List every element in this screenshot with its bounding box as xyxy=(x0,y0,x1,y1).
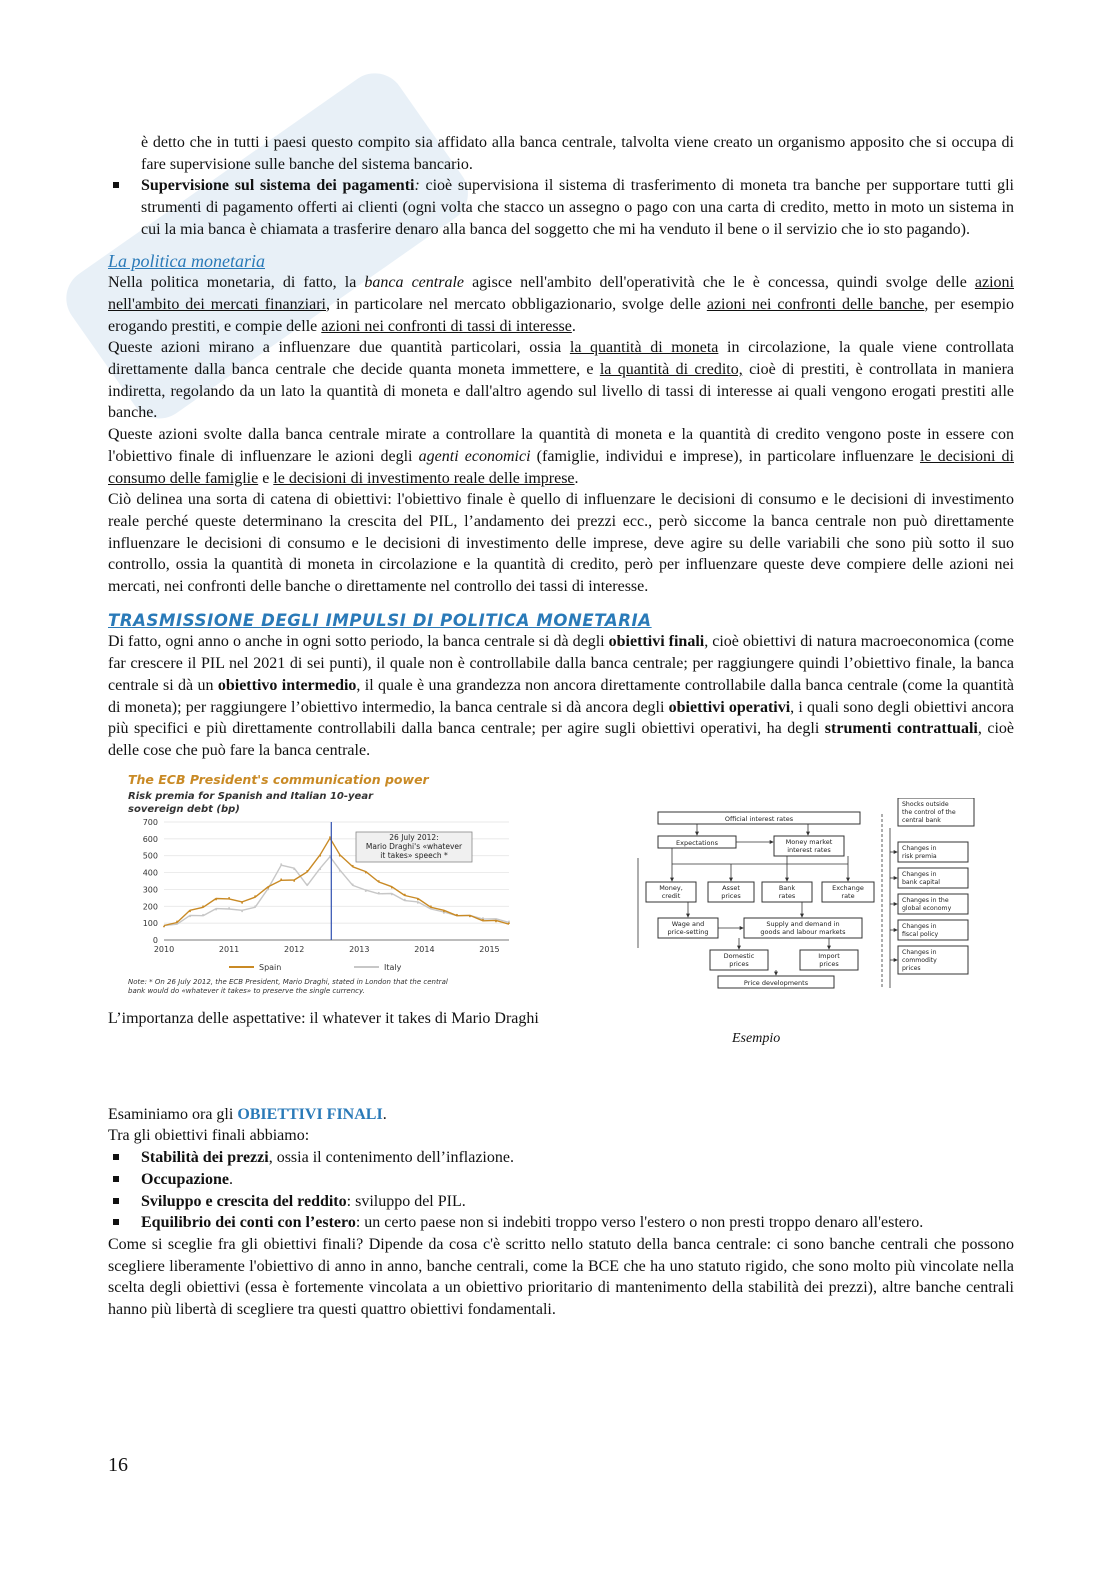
chart-note-1: Note: * On 26 July 2012, the ECB President, Mario Draghi, stated in London that the central xyxy=(128,977,448,986)
x-tick-label: 2014 xyxy=(414,944,435,954)
data-point-spain xyxy=(202,905,204,907)
data-point-italy xyxy=(508,920,510,922)
data-point-spain xyxy=(241,902,243,904)
diag-supply-2: goods and labour markets xyxy=(760,927,846,936)
y-tick-label: 100 xyxy=(142,918,158,928)
diag-money-market-2: interest rates xyxy=(787,845,831,854)
figures-row xyxy=(108,772,1014,1060)
data-point-italy xyxy=(404,898,406,900)
data-point-spain xyxy=(189,910,191,912)
data-point-italy xyxy=(319,868,321,870)
data-point-spain xyxy=(391,887,393,889)
paragraph-politica-1: Nella politica monetaria, di fatto, la banca centrale agisce nell'ambito dell'operatività che le è concessa, quindi svolge delle azioni nell'ambito dei mercati finanziari, in particolare nel mercato obbligazionario, svolge delle azioni nei confronti delle banche, per esempio erogando prestiti, e compie delle azioni nei confronti di tassi di interesse. xyxy=(108,274,1015,335)
diag-price-dev: Price developments xyxy=(743,978,809,987)
data-point-spain xyxy=(176,920,178,922)
data-point-spain xyxy=(280,878,282,880)
chart-title: The ECB President's communication power xyxy=(128,771,429,787)
y-tick-label: 600 xyxy=(142,834,158,844)
diag-money-1: Money, xyxy=(659,883,683,892)
diag-commodity-2: commodity xyxy=(902,956,937,964)
data-point-italy xyxy=(254,905,256,907)
page-content xyxy=(108,132,1014,1321)
x-tick-label: 2015 xyxy=(479,944,500,954)
diag-shocks-1: Shocks outside xyxy=(902,800,949,808)
annotation-line-2: Mario Draghi's «whatever xyxy=(365,841,463,851)
paragraph-final-goals-list-intro: Tra gli obiettivi finali abbiamo: xyxy=(108,1127,310,1145)
diag-global-1: Changes in the xyxy=(902,896,949,904)
paragraph-politica-4: Ciò delinea una sorta di catena di obiettivi: l'obiettivo finale è quello di influenzare le decisioni di consumo e le decisioni di investimento reale perché queste determinano la crescita del PIL, l’andamento dei prezzi ecc., però siccome la banca centrale non può direttamente influenzare le decisioni di consumo e le decisioni di investimento delle imprese, deve agire su delle variabili che sono più sotto il suo controllo, ossia la quantità di moneta in circolazione e la quantità di credito, però per influenzare queste deve compiere delle azioni nei mercati, nei confronti delle banche o direttamente nel controllo dei tassi di interesse. xyxy=(108,491,1014,596)
diag-domestic-2: prices xyxy=(729,959,749,968)
transmission-diagram xyxy=(632,798,982,996)
x-tick-label: 2010 xyxy=(153,944,175,954)
y-tick-label: 300 xyxy=(142,885,158,895)
diag-official-rates: Official interest rates xyxy=(724,814,794,823)
heading-trasmissione: TRASMISSIONE DEGLI IMPULSI DI POLITICA MONETARIA xyxy=(108,610,652,630)
diag-asset-2: prices xyxy=(721,891,741,900)
data-point-spain xyxy=(339,855,341,857)
diag-money-market-1: Money market xyxy=(785,837,833,846)
data-point-italy xyxy=(228,907,230,909)
paragraph-final-goals-intro: Esaminiamo ora gli OBIETTIVI FINALI. xyxy=(108,1105,387,1123)
chart-caption: L’importanza delle aspettative: il whatever it takes di Mario Draghi xyxy=(108,1009,539,1027)
diag-commodity-1: Changes in xyxy=(902,948,937,956)
data-point-spain xyxy=(163,925,165,927)
diagram-caption: Esempio xyxy=(732,1030,781,1046)
data-point-spain xyxy=(306,870,308,872)
chart-note-2: bank would do «whatever it takes» to preserve the single currency. xyxy=(128,986,365,995)
diag-exchange-2: rate xyxy=(841,891,855,900)
data-point-spain xyxy=(254,895,256,897)
data-point-italy xyxy=(202,914,204,916)
ecb-chart xyxy=(124,772,524,1004)
data-point-spain xyxy=(404,893,406,895)
data-point-italy xyxy=(306,883,308,885)
diag-shocks-3: central bank xyxy=(902,816,941,824)
diag-exchange-1: Exchange xyxy=(832,883,864,892)
y-tick-label: 400 xyxy=(142,868,158,878)
annotation-line-1: 26 July 2012: xyxy=(389,832,439,842)
list-item: Equilibrio dei conti con l’estero: un certo paese non si indebiti troppo verso l'estero o non presti troppo denaro all'estero. xyxy=(108,1212,1014,1234)
chart-subtitle-1: Risk premia for Spanish and Italian 10-year xyxy=(128,790,374,802)
diag-fiscal-1: Changes in xyxy=(902,922,937,930)
data-point-spain xyxy=(378,880,380,882)
diag-bank-2: rates xyxy=(778,891,796,900)
data-point-italy xyxy=(280,863,282,865)
paragraph-politica-2: Queste azioni mirano a influenzare due quantità particolari, ossia la quantità di moneta in circolazione, la quale viene controllata direttamente dalla banca centrale che decide quanta moneta immettere, e la quantità di credito, cioè di prestiti, è controllata in maniera indiretta, regolando da un lato la quantità di moneta e dall'altro agendo sul livello di tassi di interesse ai quali vengono erogati prestiti alle banche. xyxy=(108,339,1015,422)
data-point-spain xyxy=(215,898,217,900)
data-point-italy xyxy=(339,870,341,872)
data-point-italy xyxy=(241,910,243,912)
data-point-italy xyxy=(443,912,445,914)
annotation-line-3: it takes» speech * xyxy=(380,850,448,860)
diag-domestic-1: Domestic xyxy=(723,951,755,960)
diag-import-1: Import xyxy=(818,951,840,960)
diag-risk-2: risk premia xyxy=(902,852,937,860)
data-point-spain xyxy=(352,865,354,867)
x-tick-label: 2011 xyxy=(218,944,240,954)
diag-supply-1: Supply and demand in xyxy=(766,919,840,928)
paragraph-continuation: è detto che in tutti i paesi questo compito sia affidato alla banca centrale, talvolta viene creato un organismo apposito che si occupa di fare supervisione sulle banche del sistema bancario. xyxy=(141,134,1014,173)
data-point-spain xyxy=(443,910,445,912)
y-tick-label: 0 xyxy=(152,935,158,945)
page-number: 16 xyxy=(108,1454,128,1476)
diag-expectations: Expectations xyxy=(675,838,719,847)
data-point-spain xyxy=(329,836,331,838)
data-point-spain xyxy=(365,871,367,873)
heading-politica-monetaria: La politica monetaria xyxy=(108,250,265,271)
data-point-italy xyxy=(391,893,393,895)
diag-commodity-3: prices xyxy=(902,964,921,972)
list-item: Stabilità dei prezzi, ossia il contenimento dell’inflazione. xyxy=(108,1147,1014,1169)
diag-shocks-2: the control of the xyxy=(902,808,956,816)
diag-wage-2: price-setting xyxy=(667,927,709,936)
data-point-spain xyxy=(456,914,458,916)
legend-spain-label: Spain xyxy=(259,962,282,972)
diag-capital-2: bank capital xyxy=(902,878,940,886)
list-item: Sviluppo e crescita del reddito: sviluppo del PIL. xyxy=(108,1191,1014,1213)
list-item: Supervisione sul sistema dei pagamenti: cioè supervisiona il sistema di trasferimento di moneta tra banche per supportare tutti gli strumenti di pagamento offerti ai clienti (ogni volta che stacco un assegno o pago con una carta di credito, metto in moto un sistema in cui la mia banca è chiamata a trasferire denaro alla banca del soggetto che mi ha venduto il bene o il servizio che io sto pagando). xyxy=(108,175,1014,240)
y-tick-label: 500 xyxy=(142,851,158,861)
paragraph-politica-3: Queste azioni svolte dalla banca centrale mirate a controllare la quantità di moneta e la quantità di credito vengono poste in essere con l'obiettivo finale di influenzare le azioni degli agenti economici (famiglie, individui e imprese), in particolare influenzare le decisioni di consumo delle famiglie e le decisioni di investimento reale delle imprese. xyxy=(108,426,1015,487)
data-point-italy xyxy=(293,868,295,870)
data-point-spain xyxy=(267,887,269,889)
data-point-spain xyxy=(293,880,295,882)
data-point-italy xyxy=(267,888,269,890)
data-point-spain xyxy=(319,855,321,857)
data-point-italy xyxy=(215,908,217,910)
data-point-spain xyxy=(508,922,510,924)
final-goals-list xyxy=(108,1147,1014,1234)
x-tick-label: 2012 xyxy=(284,944,305,954)
data-point-italy xyxy=(352,883,354,885)
diag-risk-1: Changes in xyxy=(902,844,937,852)
diag-bank-1: Bank xyxy=(778,883,796,892)
data-point-spain xyxy=(469,915,471,917)
data-point-italy xyxy=(189,915,191,917)
diag-wage-1: Wage and xyxy=(671,919,705,928)
x-tick-label: 2013 xyxy=(349,944,370,954)
diag-money-2: credit xyxy=(661,891,681,900)
paragraph-trasmissione: Di fatto, ogni anno o anche in ogni sotto periodo, la banca centrale si dà degli obiettivi finali, cioè obiettivi di natura macroeconomica (come far crescere il PIL nel 2021 di sei punti), il quale non è controllabile dalla banca centrale; per raggiungere quindi l’obiettivo finale, la banca centrale si dà un obiettivo intermedio, il quale è una grandezza non ancora direttamente controllabile dalla banca centrale (come la quantità di moneta); per raggiungere l’obiettivo intermedio, la banca centrale si dà ancora degli obiettivi operativi, i quali sono degli obiettivi ancora più specifici e più direttamente controllabili dalla banca centrale; per agire sugli obiettivi operativi, ha degli strumenti contrattuali, cioè delle cose che può fare la banca centrale. xyxy=(108,633,1015,759)
data-point-italy xyxy=(329,855,331,857)
data-point-italy xyxy=(378,892,380,894)
paragraph-final-goals-choice: Come si sceglie fra gli obiettivi finali? Dipende da cosa c'è scritto nello statuto della banca centrale: ci sono banche centrali che possono scegliere liberamente l'obiettivo di anno in anno, banche centrali, come la BCE che ha uno statuto rigido, che sono molto più vincolate nella scelta degli obiettivi (essa è fortemente vincolata a un obiettivo prioritario di mantenimento della stabilità dei prezzi), altre banche centrali hanno più libertà di scegliere tra questi quattro obiettivi fondamentali. xyxy=(108,1235,1014,1319)
y-tick-label: 200 xyxy=(142,901,158,911)
bullet-list-supervision xyxy=(108,175,1014,240)
data-point-italy xyxy=(365,890,367,892)
diag-import-2: prices xyxy=(819,959,839,968)
data-point-italy xyxy=(482,917,484,919)
list-item: Occupazione. xyxy=(108,1169,1014,1191)
diag-asset-1: Asset xyxy=(722,883,740,892)
chart-subtitle-2: sovereign debt (bp) xyxy=(128,803,240,815)
data-point-spain xyxy=(228,897,230,899)
data-point-spain xyxy=(482,919,484,921)
data-point-spain xyxy=(417,898,419,900)
data-point-italy xyxy=(417,902,419,904)
diag-capital-1: Changes in xyxy=(902,870,937,878)
y-tick-label: 700 xyxy=(142,817,158,827)
section-final-goals xyxy=(108,1104,1014,1321)
diag-fiscal-2: fiscal policy xyxy=(902,930,939,938)
diag-global-2: global economy xyxy=(902,904,952,912)
legend-italy-label: Italy xyxy=(384,962,402,972)
data-point-spain xyxy=(430,905,432,907)
data-point-spain xyxy=(495,920,497,922)
